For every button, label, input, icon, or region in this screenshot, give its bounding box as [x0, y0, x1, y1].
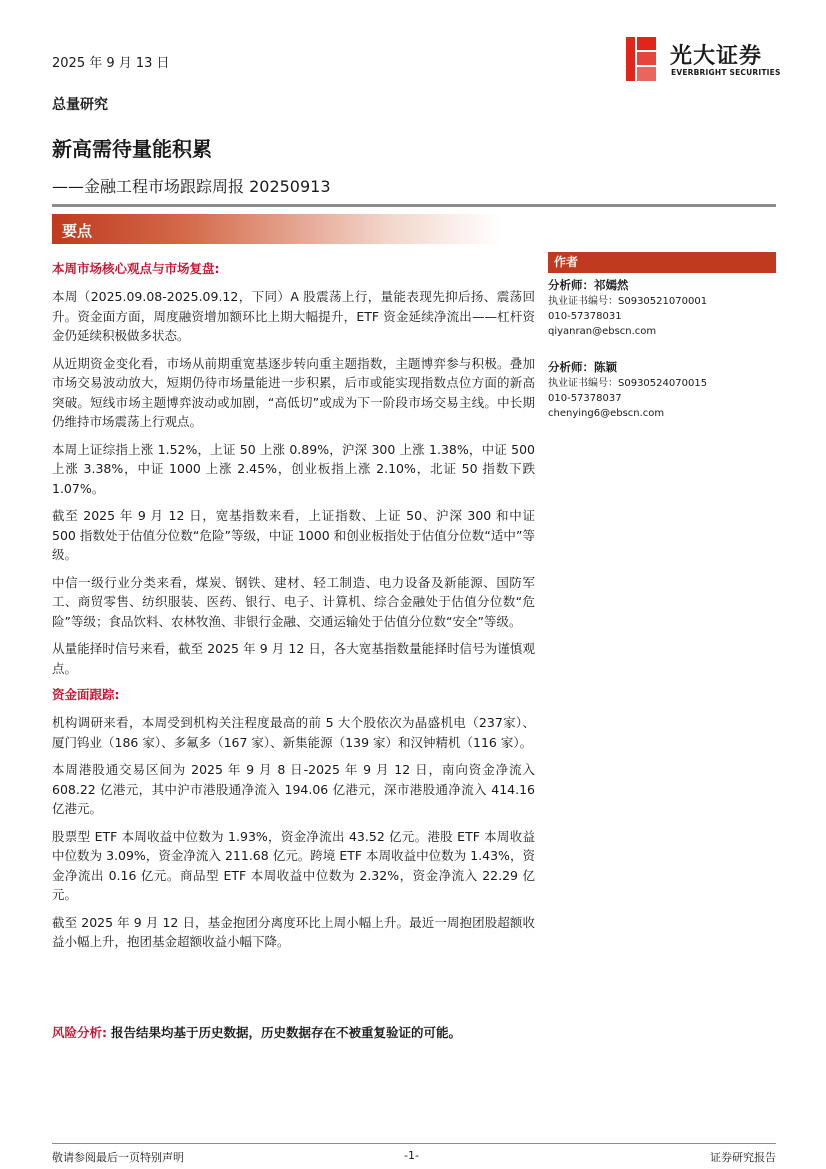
paragraph: 本周（2025.09.08-2025.09.12，下同）A 股震荡上行，量能表现先抑后扬、震荡回升。资金面方面，周度融资增加额环比上期大幅提升，ETF 资金延续净流出——杠杆资金仍延续积极做多状态。	[52, 289, 535, 343]
main-content	[52, 260, 535, 960]
analyst-email[interactable]: chenying6@ebscn.com	[548, 408, 665, 419]
analyst-phone: 010-57378037	[548, 393, 622, 404]
footer-doc-type: 证券研究报告	[710, 1151, 776, 1164]
paragraph: 机构调研来看，本周受到机构关注程度最高的前 5 大个股依次为晶盛机电（237家）、厦门钨业（186 家）、多氟多（167 家）、新集能源（139 家）和汉钟精机（116 家）。	[52, 715, 535, 750]
author-heading: 作者	[548, 252, 776, 273]
paragraph: 本周港股通交易区间为 2025 年 9 月 8 日-2025 年 9 月 12 日，南向资金净流入 608.22 亿港元，其中沪市港股通净流入 194.06 亿港元，深市港股通净流入 414.16 亿港元。	[52, 762, 535, 816]
everbright-logo	[626, 37, 781, 82]
analyst-cert: 执业证书编号：S0930521070001	[548, 296, 708, 307]
section-heading-funds: 资金面跟踪:	[52, 687, 120, 702]
paragraph: 股票型 ETF 本周收益中位数为 1.93%，资金净流出 43.52 亿元。港股 ETF 本周收益中位数为 3.09%，资金净流入 211.68 亿元。跨境 ETF 本周收益中位数为 1.43%，资金净流出 0.16 亿元。商品型 ETF 本周收益中位数为 2.32%，资金净流入 22.29 亿元。	[52, 828, 535, 902]
everbright-logo-icon	[626, 37, 656, 81]
logo-text-en: EVERBRIGHT SECURITIES	[671, 68, 781, 77]
analyst-phone: 010-57378031	[548, 311, 622, 322]
keypoints-label: 要点	[62, 222, 93, 240]
paragraph: 从近期资金变化看，市场从前期重宽基逐步转向重主题指数，主题博弈参与积极。叠加市场交易波动放大，短期仍待市场量能进一步积累，后市或能实现指数点位方面的新高突破。短线市场主题博弈波动或加剧，“高低切”或成为下一阶段市场交易主线。中长期仍维持市场震荡上行观点。	[52, 355, 535, 429]
report-date: 2025 年 9 月 13 日	[52, 56, 170, 71]
risk-text: 报告结果均基于历史数据，历史数据存在不被重复验证的可能。	[111, 1025, 462, 1040]
paragraph: 中信一级行业分类来看，煤炭、钢铁、建材、轻工制造、电力设备及新能源、国防军工、商贸零售、纺织服装、医药、银行、电子、计算机、综合金融处于估值分位数“危险”等级；食品饮料、农林牧渔、非银行金融、交通运输处于估值分位数“安全”等级。	[52, 574, 535, 629]
paragraph: 截至 2025 年 9 月 12 日，基金抱团分离度环比上周小幅上升。最近一周抱团股超额收益小幅上升，抱团基金超额收益小幅下降。	[52, 914, 535, 949]
analyst-card	[548, 359, 776, 421]
footer-divider	[52, 1143, 776, 1144]
report-title: 新高需待量能积累	[52, 137, 212, 161]
paragraph: 本周上证综指上涨 1.52%，上证 50 上涨 0.89%，沪深 300 上涨 1.38%，中证 500 上涨 3.38%，中证 1000 上涨 2.45%，创业板指上涨 2.10%，北证 50 指数下跌 1.07%。	[52, 441, 535, 496]
report-category: 总量研究	[52, 97, 108, 113]
section-heading-market: 本周市场核心观点与市场复盘:	[52, 261, 220, 276]
footer-disclaimer: 敬请参阅最后一页特别声明	[52, 1151, 184, 1164]
analyst-cert: 执业证书编号：S0930524070015	[548, 378, 708, 389]
keypoints-banner	[52, 214, 502, 244]
paragraph: 从量能择时信号来看，截至 2025 年 9 月 12 日，各大宽基指数量能择时信号为谨慎观点。	[52, 641, 535, 676]
analyst-name: 分析师：祁嫣然	[548, 278, 629, 292]
title-divider	[52, 204, 776, 207]
analyst-email[interactable]: qiyanran@ebscn.com	[548, 326, 657, 337]
risk-analysis	[52, 1023, 652, 1041]
paragraph: 截至 2025 年 9 月 12 日，宽基指数来看，上证指数、上证 50、沪深 300 和中证 500 指数处于估值分位数“危险”等级，中证 1000 和创业板指处于估值分位数“适中”等级。	[52, 508, 535, 562]
risk-label: 风险分析:	[52, 1025, 107, 1040]
page-number: -1-	[404, 1149, 419, 1162]
logo-text-cn: 光大证券	[670, 44, 763, 69]
analyst-name: 分析师：陈颖	[548, 360, 617, 374]
report-subtitle: ——金融工程市场跟踪周报 20250913	[52, 177, 331, 196]
analyst-card	[548, 277, 776, 339]
author-sidebar	[548, 252, 776, 441]
